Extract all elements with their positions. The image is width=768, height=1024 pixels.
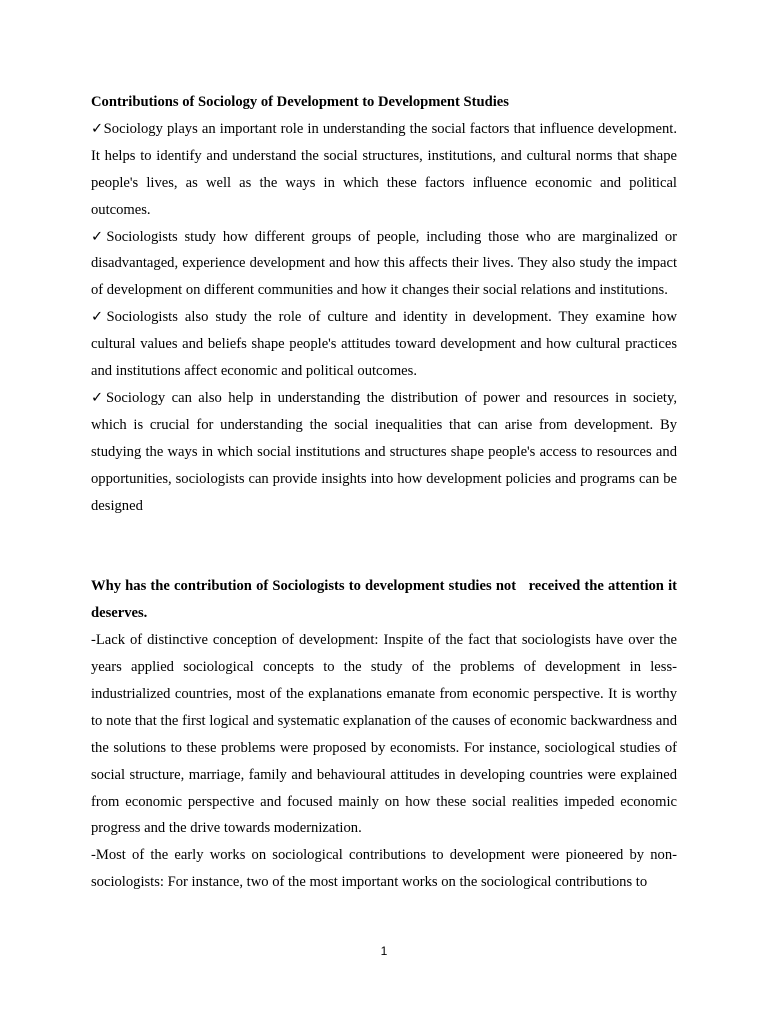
page-number: 1 [380, 944, 388, 958]
section-1-heading: Contributions of Sociology of Development to Development Studies [91, 94, 509, 110]
section-spacer [91, 520, 677, 574]
section-2-paragraph-1: -Lack of distinctive conception of development: Inspite of the fact that sociologists have over the years applied sociological concepts to the study of the problems of development in less-industrialized countries, most of the explanations emanate from economic perspective. It is worthy to note that the first logical and systematic explanation of the causes of economic backwardness and the solutions to these problems were proposed by economists. For instance, sociological studies of social structure, marriage, family and behavioural attitudes in developing countries were explained from economic perspective and focused mainly on how these social realities impeded economic progress and the drive towards modernization. [91, 632, 677, 837]
document-body [91, 89, 681, 896]
section-1-paragraph-3: ✓Sociologists also study the role of culture and identity in development. They examine how cultural values and beliefs shape people's attitudes toward development and how cultural practices and institutions affect economic and political outcomes. [91, 309, 677, 380]
section-2-paragraph-2: -Most of the early works on sociological contributions to development were pioneered by non-sociologists: For instance, two of the most important works on the sociological contributions to [91, 847, 677, 891]
section-1-paragraph-1: ✓Sociology plays an important role in understanding the social factors that influence development. It helps to identify and understand the social structures, institutions, and cultural norms that shape people's lives, as well as the ways in which these factors influence economic and political outcomes. [91, 120, 677, 218]
section-2-heading: Why has the contribution of Sociologists to development studies not received the attention it deserves. [91, 578, 681, 622]
section-1-paragraph-2: ✓Sociologists study how different groups of people, including those who are marginalized or disadvantaged, experience development and how this affects their lives. They also study the impact of development on different communities and how it changes their social relations and institutions. [91, 228, 677, 299]
section-1-paragraph-4: ✓Sociology can also help in understanding the distribution of power and resources in society, which is crucial for understanding the social inequalities that can arise from development. By studying the ways in which social institutions and structures shape people's access to resources and opportunities, sociologists can provide insights into how development policies and programs can be designed [91, 389, 677, 514]
